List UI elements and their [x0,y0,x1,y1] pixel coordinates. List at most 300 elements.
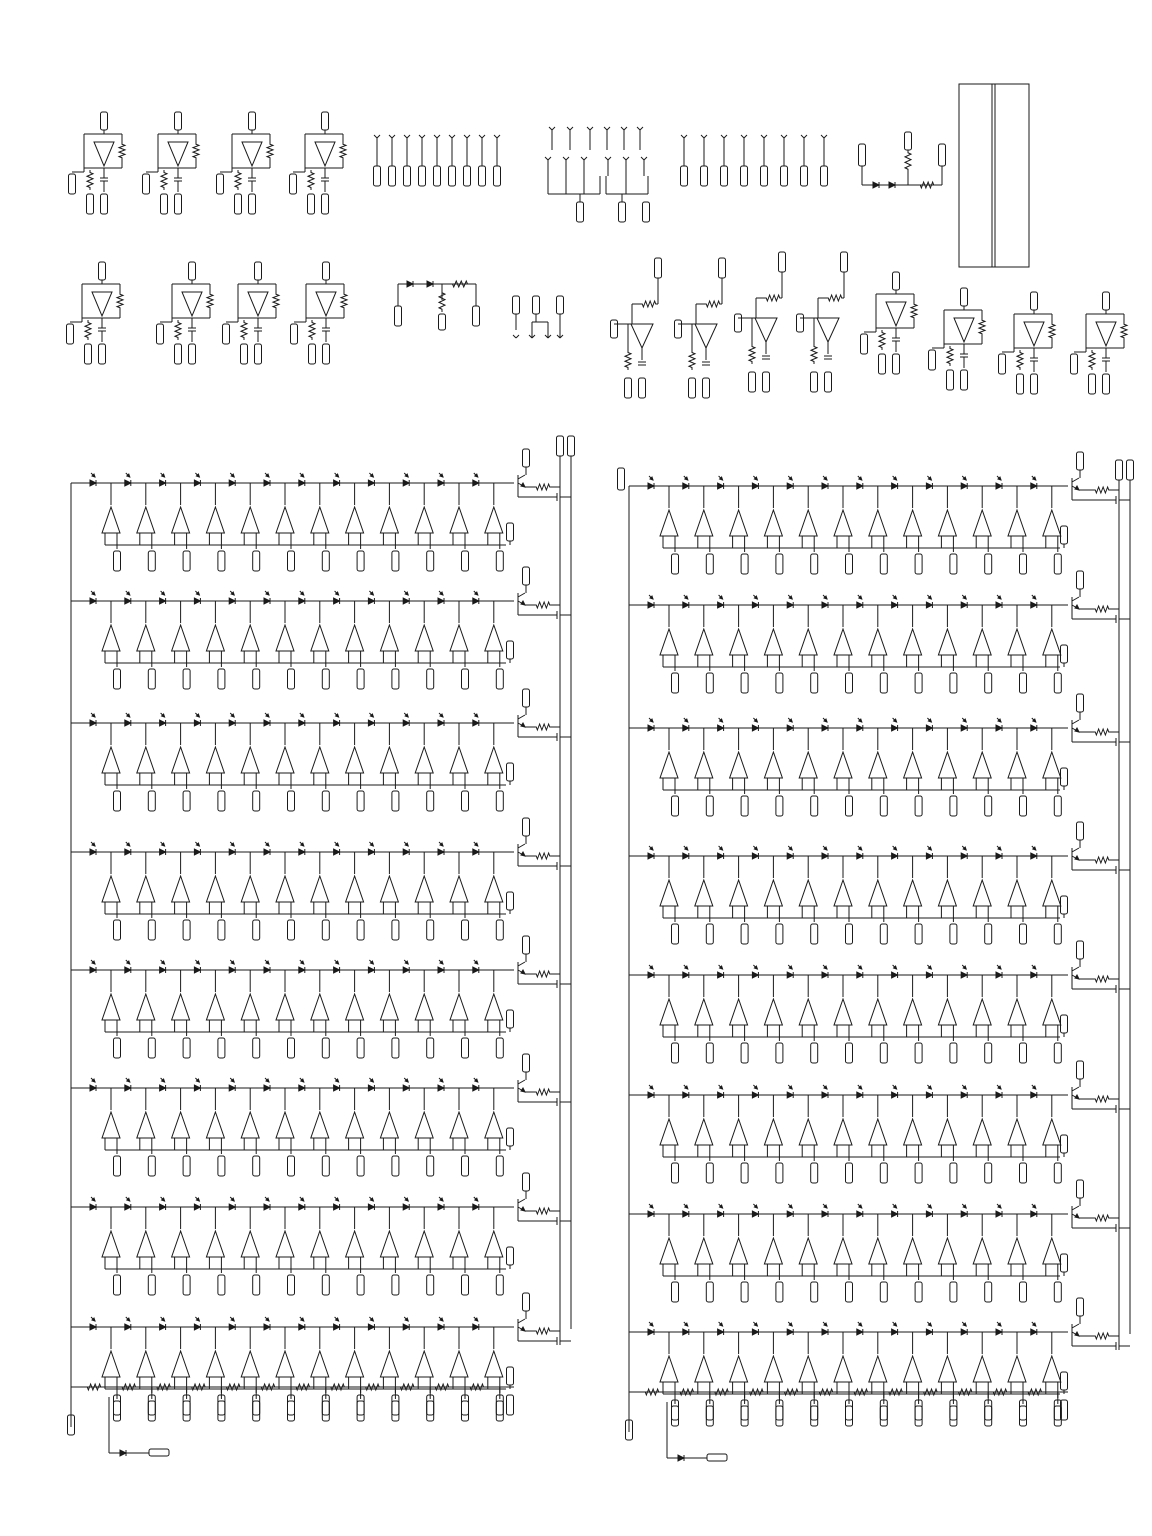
op-amp [380,994,398,1020]
transistor [518,962,525,974]
led [997,718,1001,722]
diode [996,725,1002,731]
diode [438,967,444,973]
terminal [507,1247,514,1265]
terminal [496,669,503,689]
led [439,591,443,595]
op-amp [1008,1356,1026,1382]
led [753,846,757,850]
led [230,1317,234,1321]
diode [857,853,863,859]
terminal [99,262,106,280]
transistor [518,1199,525,1211]
terminal [1077,1298,1084,1316]
terminal [175,344,182,364]
op-amp [1043,752,1061,778]
op-amp [241,1231,259,1257]
diode [368,849,374,855]
op-amp [316,292,336,316]
diode [892,1092,898,1098]
diode [857,1092,863,1098]
terminal [235,194,242,214]
op-amp [660,629,678,655]
terminal [218,1038,225,1058]
terminal [288,791,295,811]
channel-row [71,1054,571,1176]
diode [683,1092,689,1098]
terminal [846,1282,853,1302]
terminal [776,554,783,574]
capacitor [557,1217,560,1225]
op-amp [276,1231,294,1257]
terminal [462,551,469,571]
terminal [148,920,155,940]
op-amp [1008,752,1026,778]
op-amp [415,1231,433,1257]
diode [926,602,932,608]
terminal [1061,1254,1068,1272]
op-amp [869,1119,887,1145]
capacitor [1116,1342,1119,1350]
resistor [340,142,346,160]
op-amp [730,1119,748,1145]
diode [961,602,967,608]
led [265,1078,269,1082]
led [335,713,339,717]
diode [1031,483,1037,489]
op-amp [1043,1238,1061,1264]
terminal [253,551,260,571]
terminal [950,1043,957,1063]
resistor [911,302,917,320]
antenna-pin [449,135,455,138]
terminal [85,344,92,364]
op-amp [834,1356,852,1382]
terminal [672,924,679,944]
op-amp [755,318,777,342]
diode [264,849,270,855]
terminal [427,1401,434,1421]
led [753,1085,757,1089]
op-amp [799,1356,817,1382]
led [335,1317,339,1321]
transistor [1072,967,1079,979]
diode [90,598,96,604]
op-amp [695,510,713,536]
terminal [309,344,316,364]
led [962,965,966,969]
diode [229,720,235,726]
led [893,476,897,480]
terminal [249,194,256,214]
op-amp [834,629,852,655]
terminal [846,1163,853,1183]
diode [648,1092,654,1098]
op-amp [660,880,678,906]
diode [368,720,374,726]
terminal [253,1156,260,1176]
capacitor [322,328,330,331]
terminal [427,551,434,571]
terminal [950,924,957,944]
terminal [523,689,530,707]
terminal [183,791,190,811]
terminal [611,320,618,338]
diode [996,972,1002,978]
terminal [915,673,922,693]
terminal [618,468,625,490]
terminal [880,924,887,944]
capacitor [1030,358,1038,361]
terminal [218,669,225,689]
terminal [741,1163,748,1183]
resistor [947,346,953,366]
terminal [496,791,503,811]
led [823,1322,827,1326]
led [997,1085,1001,1089]
terminal [496,551,503,571]
diode [334,1204,340,1210]
terminal [223,324,230,344]
diode [160,1204,166,1210]
terminal [290,174,297,194]
led [300,1317,304,1321]
op-amp [1008,1119,1026,1145]
diode [678,1455,684,1461]
terminal [821,166,828,186]
diode [403,480,409,486]
terminal [427,1156,434,1176]
diode [368,1085,374,1091]
diode [264,1324,270,1330]
op-amp [695,1356,713,1382]
terminal [523,1293,530,1311]
op-amp [380,1351,398,1377]
led [161,713,165,717]
diode [752,1211,758,1217]
led [335,842,339,846]
led [997,476,1001,480]
amplifier-cell [143,112,200,214]
terminal [741,924,748,944]
led [893,965,897,969]
output-tail [109,1397,169,1456]
op-amp [276,876,294,902]
terminal [183,920,190,940]
terminal [323,262,330,280]
resistor [175,320,181,340]
terminal [513,296,520,314]
terminal [148,1156,155,1176]
op-amp [834,1119,852,1145]
op-amp [938,510,956,536]
op-amp [799,629,817,655]
led [404,960,408,964]
capacitor [1116,1105,1119,1113]
diode [125,967,131,973]
terminal [950,1282,957,1302]
diode [368,1204,374,1210]
terminal [114,1038,121,1058]
antenna-pin [404,135,410,138]
led [927,718,931,722]
terminal [961,370,968,390]
diode [438,849,444,855]
op-amp [799,880,817,906]
transistor [1072,1087,1079,1099]
diode [1031,602,1037,608]
capacitor [100,178,108,181]
diode [822,602,828,608]
terminal [218,551,225,571]
terminal [1061,896,1068,914]
op-amp [346,747,364,773]
antenna-pin [587,127,593,130]
led [753,965,757,969]
terminal [985,554,992,574]
terminal [189,262,196,280]
channel-row [629,571,1130,693]
led [927,1085,931,1089]
terminal [253,920,260,940]
op-amp [695,999,713,1025]
op-amp [764,1238,782,1264]
led [300,713,304,717]
op-amp [450,625,468,651]
diode [194,720,200,726]
diode [229,967,235,973]
op-amp [311,1351,329,1377]
terminal [148,669,155,689]
diode [368,1324,374,1330]
op-amp [799,510,817,536]
terminal [880,673,887,693]
channel-row [71,1293,571,1415]
led [369,473,373,477]
led [300,960,304,964]
op-amp [137,507,155,533]
diode [961,972,967,978]
terminal [880,1163,887,1183]
diode [752,1329,758,1335]
capacitor [557,493,560,501]
diode [718,602,724,608]
terminal [183,1156,190,1176]
led [719,846,723,850]
op-amp [485,1351,503,1377]
op-amp [730,510,748,536]
terminal [1127,460,1134,480]
op-amp [869,1356,887,1382]
terminal [776,796,783,816]
antenna-pin [464,135,470,138]
diode [403,849,409,855]
op-amp [276,1112,294,1138]
diode [857,1211,863,1217]
terminal [915,1406,922,1426]
resistor [534,1208,552,1214]
terminal [507,892,514,910]
channel-row [629,1180,1130,1302]
led [161,960,165,964]
terminal [880,554,887,574]
op-amp [730,1356,748,1382]
terminal [157,324,164,344]
capacitor [1116,985,1119,993]
op-amp [904,880,922,906]
diode [683,483,689,489]
op-amp [817,318,839,342]
diode-network-b [395,281,480,330]
terminal [507,641,514,659]
terminal [811,673,818,693]
diode [648,972,654,978]
terminal [639,378,646,398]
op-amp [241,994,259,1020]
led [91,591,95,595]
terminal [1077,452,1084,470]
led [91,842,95,846]
led [823,965,827,969]
terminal [675,320,682,338]
terminal [101,112,108,130]
led [300,1078,304,1082]
terminal [217,174,224,194]
transistor [518,593,525,605]
resistor [161,170,167,190]
led [719,1204,723,1208]
terminal [557,296,564,314]
led [265,1317,269,1321]
amplifier-cell [1071,292,1128,394]
op-amp [102,994,120,1020]
led [823,1204,827,1208]
diode [822,972,828,978]
op-amp [938,1356,956,1382]
led [195,1078,199,1082]
led [439,1197,443,1201]
led [404,1078,408,1082]
antenna-pin [721,135,727,138]
resistor [643,1389,661,1395]
diode [125,720,131,726]
op-amp [904,752,922,778]
op-amp [137,876,155,902]
diode [787,725,793,731]
terminal [1054,554,1061,574]
channel-row [629,694,1130,816]
terminal [1077,941,1084,959]
op-amp [764,1119,782,1145]
op-amp [450,1112,468,1138]
op-amp [730,629,748,655]
capacitor [557,611,560,619]
op-amp [869,999,887,1025]
led [927,595,931,599]
diode [194,1085,200,1091]
op-amp [973,629,991,655]
diode [438,598,444,604]
diode [648,483,654,489]
led [788,595,792,599]
terminal [950,1163,957,1183]
terminal [811,554,818,574]
led [893,846,897,850]
op-amp [485,876,503,902]
capacitor [188,328,196,331]
resistor [439,290,445,312]
led [753,718,757,722]
terminal [985,1043,992,1063]
antenna-pin [641,157,647,160]
op-amp [973,510,991,536]
terminal [1031,374,1038,394]
diode [299,967,305,973]
terminal [841,252,848,272]
op-amp [695,880,713,906]
resistor [241,320,247,340]
op-amp [1008,1238,1026,1264]
resistor [87,170,93,190]
transistor [518,475,525,487]
op-amp [206,1112,224,1138]
diode [718,972,724,978]
terminal [507,763,514,781]
transistor [1072,1206,1079,1218]
diode [90,480,96,486]
led [91,1197,95,1201]
terminal [288,551,295,571]
diode [1031,1092,1037,1098]
op-amp [380,1231,398,1257]
led [997,1204,1001,1208]
diode [926,853,932,859]
diode [125,1204,131,1210]
diode [403,598,409,604]
diode-network-a [859,132,946,188]
led [1032,1204,1036,1208]
led [649,595,653,599]
terminal [1089,374,1096,394]
diode [718,725,724,731]
terminal [183,1275,190,1295]
diode [334,1085,340,1091]
diode [752,972,758,978]
diode [407,281,413,287]
diode [438,1324,444,1330]
transistor [1072,597,1079,609]
terminal [288,1156,295,1176]
terminal [462,1401,469,1421]
op-amp [206,876,224,902]
op-amp [380,747,398,773]
resistor [1049,322,1055,340]
terminal [114,669,121,689]
channel-row [71,567,571,689]
terminal [1017,374,1024,394]
terminal [322,669,329,689]
op-amp [695,324,717,348]
led [962,846,966,850]
led [788,1204,792,1208]
diode [229,1085,235,1091]
op-amp [660,752,678,778]
diode [125,480,131,486]
terminal [1061,1372,1068,1390]
terminal [523,567,530,585]
terminal [779,252,786,272]
terminal [427,920,434,940]
